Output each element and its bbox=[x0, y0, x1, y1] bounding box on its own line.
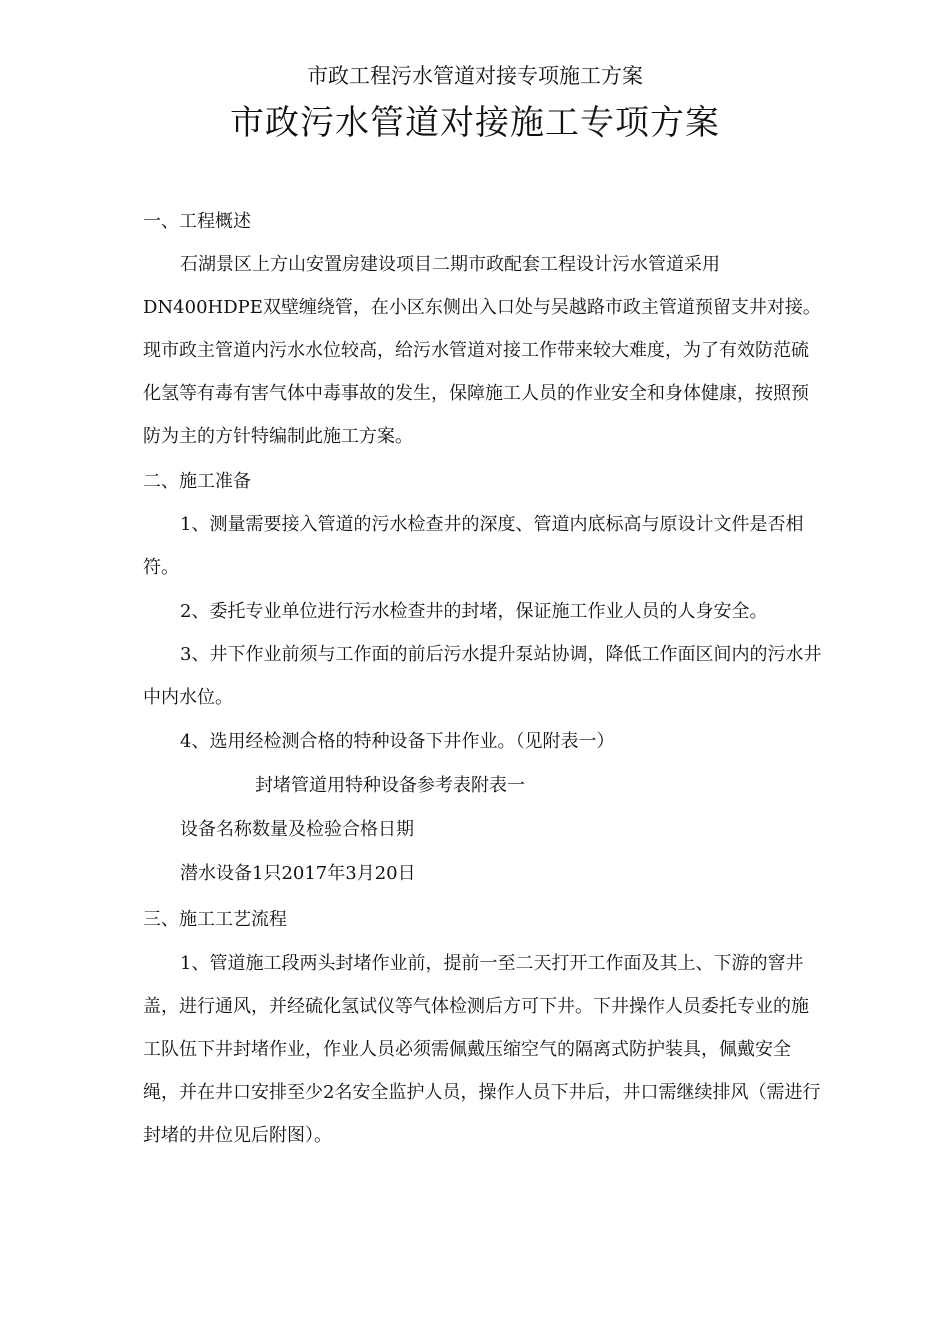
main-title: 市政污水管道对接施工专项方案 bbox=[230, 103, 720, 143]
section2-item-4: 4、选用经检测合格的特种设备下井作业。（见附表一） bbox=[180, 731, 615, 752]
section2-heading: 二、施工准备 bbox=[143, 471, 251, 492]
section2-item-3: 3、井下作业前须与工作面的前后污水提升泵站协调，降低工作面区间内的污水井中内水位。 bbox=[143, 644, 822, 708]
section1-paragraph: 石湖景区上方山安置房建设项目二期市政配套工程设计污水管道采用DN400HDPE双壁缠绕管，在小区东侧出入口处与吴越路市政主管道预留支井对接。现市政主管道内污水水位较高，给污水管道对接工作带来较大难度，为了有效防范硫化氢等有毒有害气体中毒事故的发生，保障施工人员的作业安全和身体健康，按照预防为主的方针特编制此施工方案。 bbox=[143, 254, 821, 447]
header-title: 市政工程污水管道对接专项施工方案 bbox=[307, 64, 643, 88]
appendix-table-title: 封堵管道用特种设备参考表附表一 bbox=[255, 775, 525, 796]
appendix-table-row: 潜水设备1只2017年3月20日 bbox=[180, 863, 416, 884]
section3-heading: 三、施工工艺流程 bbox=[143, 909, 287, 930]
section1-heading: 一、工程概述 bbox=[143, 211, 251, 232]
section2-item-2: 2、委托专业单位进行污水检查井的封堵，保证施工作业人员的人身安全。 bbox=[180, 601, 768, 622]
section2-item-1: 1、测量需要接入管道的污水检查井的深度、管道内底标高与原设计文件是否相符。 bbox=[143, 514, 804, 578]
appendix-table-header: 设备名称数量及检验合格日期 bbox=[180, 819, 414, 840]
section3-item-1: 1、管道施工段两头封堵作业前，提前一至二天打开工作面及其上、下游的窨井盖，进行通风，并经硫化氢试仪等气体检测后方可下井。下井操作人员委托专业的施工队伍下井封堵作业，作业人员必须需佩戴压缩空气的隔离式防护装具，佩戴安全绳，并在井口安排至少2名安全监护人员，操作人员下井后，井口需继续排风（需进行封堵的井位见后附图）。 bbox=[143, 953, 821, 1146]
